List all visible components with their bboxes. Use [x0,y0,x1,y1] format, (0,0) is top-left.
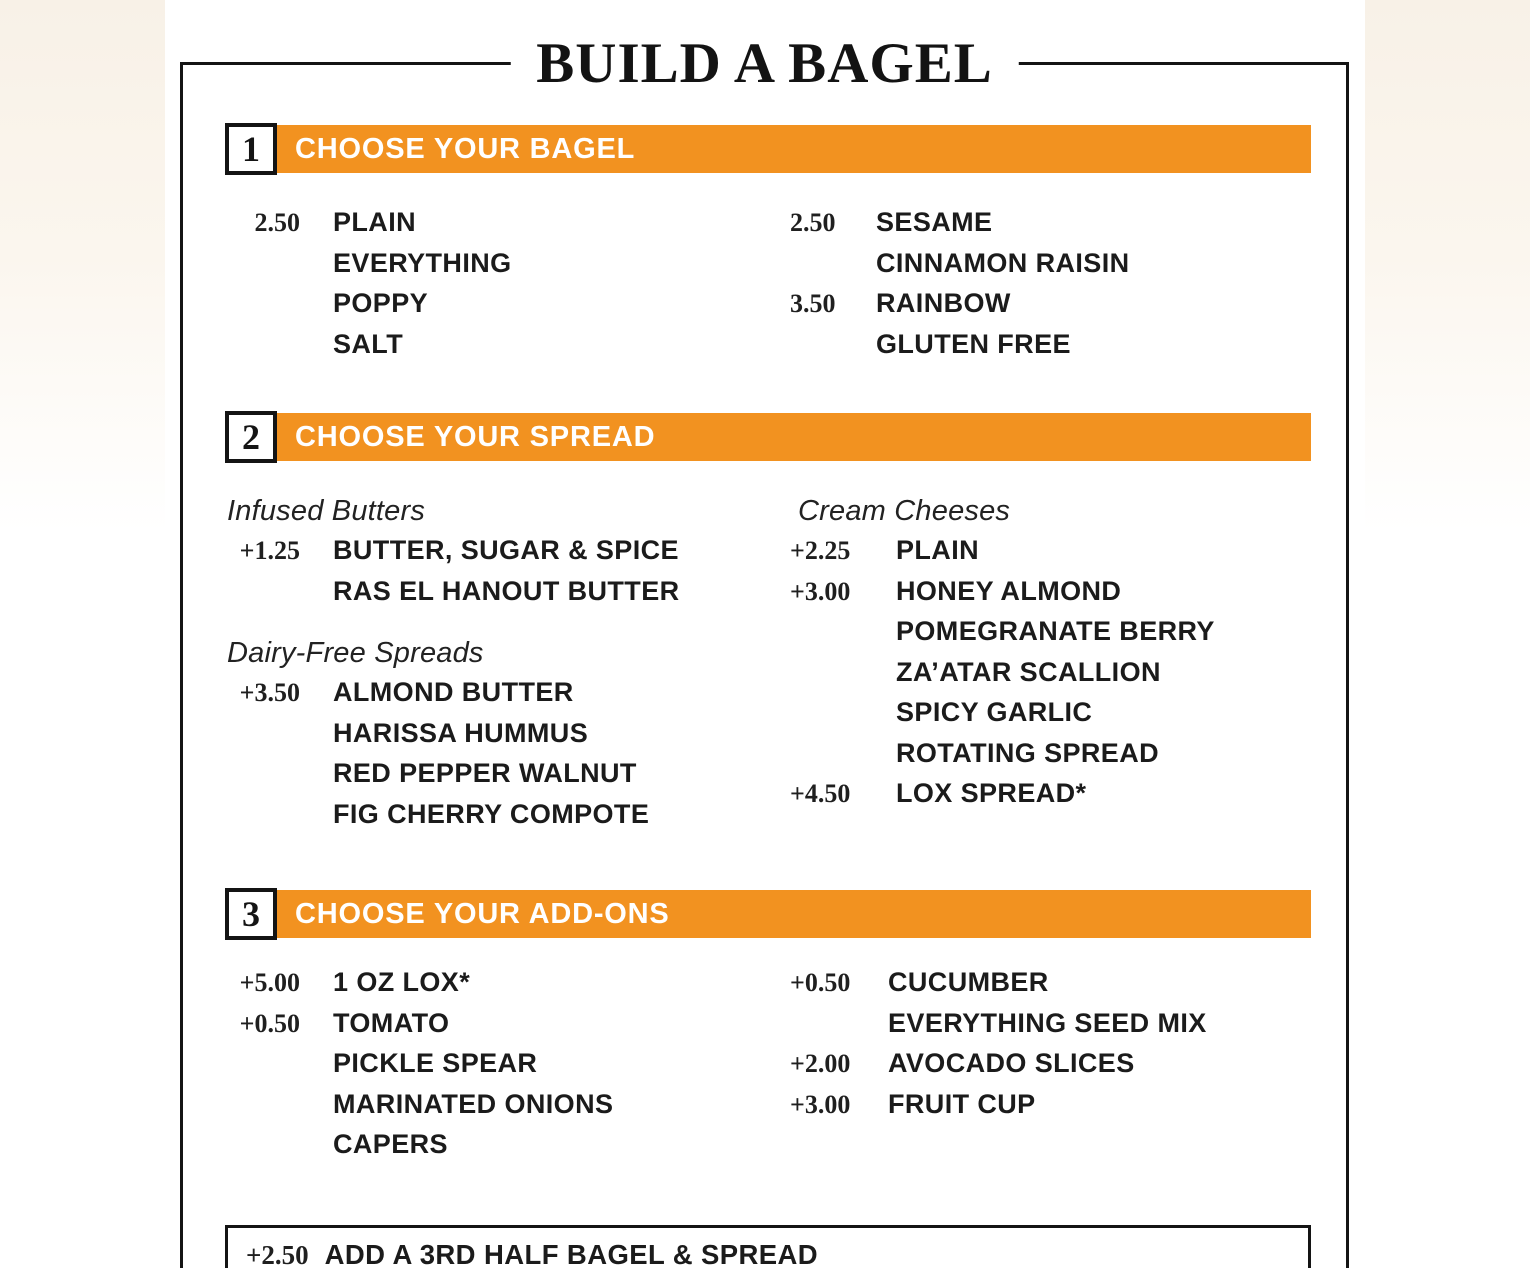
item-name: CAPERS [333,1129,448,1159]
item-name: LOX SPREAD* [896,778,1087,808]
item-name: POPPY [333,288,429,318]
section-3-heading-bar [273,890,1311,938]
item-price: +2.25 [790,536,851,565]
item-name: EVERYTHING SEED MIX [888,1007,1207,1038]
menu-item-row [219,1008,613,1049]
menu-item-row [790,778,1215,819]
item-name: BUTTER, SUGAR & SPICE [333,535,679,565]
group-label-dairy-free-spreads: Dairy-Free Spreads [227,637,484,669]
menu-item-row [219,535,680,576]
infused-butters-list [219,535,680,616]
menu-item-row [790,738,1215,779]
dairy-free-spreads-group [219,633,680,839]
menu-item-row [790,329,1130,370]
section-3-number-badge: 3 [225,888,277,940]
group-label-cream-cheeses: Cream Cheeses [798,495,1011,527]
section-1-heading: CHOOSE YOUR BAGEL [295,132,636,165]
menu-item-row [790,616,1215,657]
section-1-heading-bar [273,125,1311,173]
menu-border-box [180,32,1349,1268]
item-price: 2.50 [254,208,300,237]
item-name: CUCUMBER [888,967,1049,997]
item-price: +4.50 [790,779,851,808]
footer-offer-name: ADD A 3RD HALF BAGEL & SPREAD [324,1239,819,1268]
section-1-left-list [219,207,512,369]
section-1-number-badge: 1 [225,123,277,175]
section-2-left-column [219,491,680,839]
menu-item-row [790,248,1130,289]
menu-item-row [219,1129,613,1170]
footer-offer-price: +2.50 [246,1240,309,1268]
item-name: CINNAMON RAISIN [876,247,1130,278]
footer-offer-row [246,1239,1308,1268]
menu-item-row [790,1008,1207,1049]
menu-item-row [219,329,512,370]
cream-cheeses-list [790,535,1215,819]
section-2-header [225,411,1311,463]
item-name: HONEY ALMOND [896,575,1122,606]
menu-item-row [790,1048,1207,1089]
section-3-header [225,888,1311,940]
section-3-right-list [790,967,1207,1129]
item-name: 1 OZ LOX* [333,967,471,997]
section-1-header [225,123,1311,175]
menu-item-row [790,535,1215,576]
menu-item-row [219,677,680,718]
menu-item-row [219,207,512,248]
infused-butters-group [219,491,680,616]
menu-item-row [219,799,680,840]
menu-item-row [219,1089,613,1130]
menu-item-row [790,967,1207,1008]
item-price: +0.50 [239,1008,300,1038]
item-name: FIG CHERRY COMPOTE [333,798,650,829]
section-2-heading-bar [273,413,1311,461]
item-price: +5.00 [239,968,300,997]
menu-item-row [790,576,1215,617]
menu-item-row [219,1048,613,1089]
item-price: 3.50 [790,289,836,318]
item-price: +1.25 [239,536,300,565]
item-price: +3.50 [239,678,300,707]
item-price: +3.00 [790,576,851,606]
item-name: RAS EL HANOUT BUTTER [333,575,680,606]
menu-item-row [790,657,1215,698]
menu-item-row [219,967,613,1008]
section-2-right-column [790,491,1215,819]
section-2-heading: CHOOSE YOUR SPREAD [295,420,656,453]
item-name: HARISSA HUMMUS [333,717,589,748]
menu-item-row [790,288,1130,329]
item-price: +0.50 [790,968,851,997]
cream-cheeses-group [790,491,1215,819]
item-name: FRUIT CUP [888,1088,1036,1119]
menu-item-row [790,1089,1207,1130]
item-name: ALMOND BUTTER [333,677,574,707]
section-3-heading: CHOOSE YOUR ADD-ONS [295,897,670,930]
item-name: SALT [333,328,404,359]
item-name: SESAME [876,207,993,237]
item-name: POMEGRANATE BERRY [896,616,1215,646]
menu-item-row [219,288,512,329]
menu-item-row [219,576,680,617]
menu-item-row [219,718,680,759]
item-price: +2.00 [790,1049,851,1078]
item-name: RAINBOW [876,288,1011,318]
item-price: 2.50 [790,208,836,237]
item-name: ZA’ATAR SCALLION [896,656,1161,687]
item-name: GLUTEN FREE [876,328,1071,359]
item-name: RED PEPPER WALNUT [333,758,637,788]
item-name: SPICY GARLIC [896,697,1093,727]
item-name: TOMATO [333,1007,450,1038]
menu-item-row [219,758,680,799]
item-price: +3.00 [790,1089,851,1119]
item-name: PICKLE SPEAR [333,1048,538,1078]
item-name: PLAIN [896,535,979,565]
menu-item-row [790,697,1215,738]
item-name: AVOCADO SLICES [888,1048,1135,1078]
item-name: EVERYTHING [333,247,512,278]
menu-item-row [790,207,1130,248]
item-name: PLAIN [333,207,416,237]
menu-item-row [219,248,512,289]
section-2-number-badge: 2 [225,411,277,463]
item-name: ROTATING SPREAD [896,737,1160,768]
menu-sheet [165,0,1365,1268]
section-1-right-list [790,207,1130,369]
dairy-free-spreads-list [219,677,680,839]
section-3-left-list [219,967,613,1170]
group-label-infused-butters: Infused Butters [227,495,426,527]
menu-title: BUILD A BAGEL [510,29,1018,99]
item-name: MARINATED ONIONS [333,1088,614,1119]
footer-offer-box [225,1225,1311,1268]
